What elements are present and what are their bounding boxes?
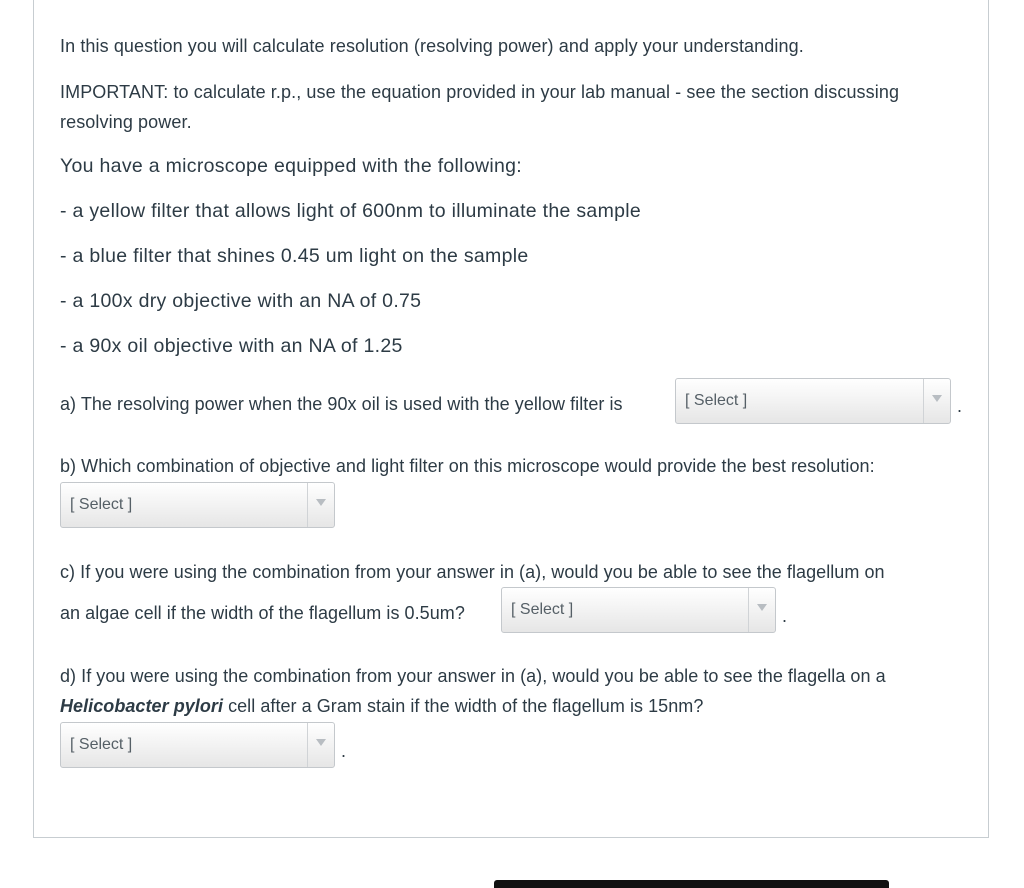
important-note: IMPORTANT: to calculate r.p., use the equation provided in your lab manual - see the section discussing resolving power. [60, 82, 900, 132]
question-d-text-line2 [60, 696, 703, 717]
question-a-text: a) The resolving power when the 90x oil is used with the yellow filter is [60, 394, 623, 414]
question-d-suffix: . [341, 741, 347, 761]
bottom-bar [494, 880, 889, 888]
question-c-text: c) If you were using the combination from your answer in (a), would you be able to see the flagellum on [60, 562, 885, 582]
chevron-down-icon [316, 739, 326, 746]
question-a-select[interactable] [675, 378, 951, 424]
chevron-down-icon [932, 395, 942, 402]
question-card [33, 0, 989, 838]
intro-text: In this question you will calculate resolution (resolving power) and apply your understanding. [60, 36, 804, 56]
list-item: - a blue filter that shines 0.45 um light on the sample [60, 245, 529, 267]
select-label: [ Select ] [70, 496, 133, 513]
question-c-suffix: . [782, 606, 788, 626]
list-item: - a 100x dry objective with an NA of 0.75 [60, 290, 422, 312]
question-b-select[interactable] [60, 482, 335, 528]
question-a-suffix: . [957, 396, 963, 416]
question-c-select[interactable] [501, 587, 776, 633]
chevron-down-icon [757, 604, 767, 611]
question-c-text-line2: an algae cell if the width of the flagellum is 0.5um? [60, 603, 465, 623]
dropdown-arrow [748, 588, 775, 632]
stem-heading: You have a microscope equipped with the following: [60, 155, 522, 177]
question-d-select[interactable] [60, 722, 335, 768]
dropdown-arrow [307, 483, 334, 527]
organism-name: Helicobacter pylori [60, 696, 224, 716]
select-label: [ Select ] [70, 736, 133, 753]
question-b-text: b) Which combination of objective and light filter on this microscope would provide the best resolution: [60, 456, 875, 476]
chevron-down-icon [316, 499, 326, 506]
dropdown-arrow [307, 723, 334, 767]
select-label: [ Select ] [685, 392, 748, 409]
question-d-text: d) If you were using the combination from your answer in (a), would you be able to see the flagella on a [60, 666, 886, 686]
list-item: - a 90x oil objective with an NA of 1.25 [60, 335, 403, 357]
select-label: [ Select ] [511, 601, 574, 618]
question-d-rest: cell after a Gram stain if the width of the flagellum is 15nm? [223, 696, 704, 716]
dropdown-arrow [923, 379, 950, 423]
list-item: - a yellow filter that allows light of 600nm to illuminate the sample [60, 200, 642, 222]
